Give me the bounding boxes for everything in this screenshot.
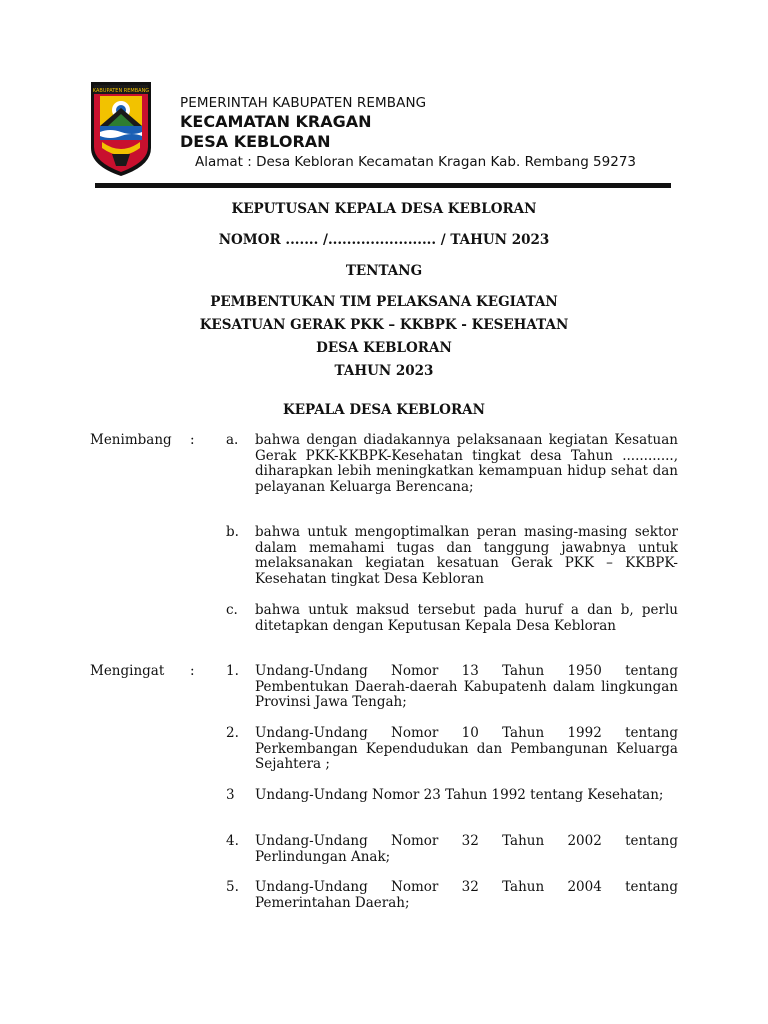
decree-issuer: KEPALA DESA KEBLORAN <box>283 402 485 418</box>
mengingat-item-3: Undang-Undang Nomor 23 Tahun 1992 tentang Kesehatan; <box>255 787 664 803</box>
mengingat-marker-1: 1. <box>226 663 239 679</box>
letterhead-divider <box>95 183 671 188</box>
letterhead-address: Alamat : Desa Kebloran Kecamatan Kragan Kab. Rembang 59273 <box>195 154 636 170</box>
mengingat-item-2: Undang-Undang Nomor 10 Tahun 1992 tentang Perkembangan Kependudukan dan Pembangunan Keluarga Sejahtera ; <box>255 725 678 773</box>
menimbang-marker-a: a. <box>226 432 239 448</box>
mengingat-marker-2: 2. <box>226 725 239 741</box>
mengingat-marker-4: 4. <box>226 833 239 849</box>
menimbang-item-a: bahwa dengan diadakannya pelaksanaan kegiatan Kesatuan Gerak PKK-KKBPK-Kesehatan tingkat desa Tahun ............, diharapkan lebih meningkatkan kemampuan hidup sehat dan pelayanan Keluarga Berencana; <box>255 432 678 495</box>
mengingat-marker-3: 3 <box>226 787 235 803</box>
decree-subject-line4: TAHUN 2023 <box>334 363 434 379</box>
menimbang-item-c: bahwa untuk maksud tersebut pada huruf a dan b, perlu ditetapkan dengan Keputusan Kepala Desa Kebloran <box>255 602 678 634</box>
mengingat-colon: : <box>190 663 195 679</box>
decree-subject-line1: PEMBENTUKAN TIM PELAKSANA KEGIATAN <box>210 294 558 310</box>
kabupaten-rembang-emblem <box>88 80 154 178</box>
decree-title: KEPUTUSAN KEPALA DESA KEBLORAN <box>231 201 537 217</box>
decree-number: NOMOR ....... /....................... / TAHUN 2023 <box>218 232 550 248</box>
menimbang-marker-b: b. <box>226 524 239 540</box>
letterhead-village: DESA KEBLORAN <box>180 132 331 151</box>
menimbang-label: Menimbang <box>90 432 172 448</box>
menimbang-colon: : <box>190 432 195 448</box>
mengingat-marker-5: 5. <box>226 879 239 895</box>
svg-text:KABUPATEN REMBANG: KABUPATEN REMBANG <box>92 88 150 94</box>
mengingat-item-1: Undang-Undang Nomor 13 Tahun 1950 tentang Pembentukan Daerah-daerah Kabupatenh dalam lingkungan Provinsi Jawa Tengah; <box>255 663 678 711</box>
menimbang-marker-c: c. <box>226 602 238 618</box>
letterhead <box>180 95 636 172</box>
mengingat-item-4: Undang-Undang Nomor 32 Tahun 2002 tentang Perlindungan Anak; <box>255 833 678 865</box>
decree-subject-line3: DESA KEBLORAN <box>316 340 452 356</box>
decree-subject-line2: KESATUAN GERAK PKK – KKBPK - KESEHATAN <box>199 317 569 333</box>
decree-tentang: TENTANG <box>345 263 423 279</box>
letterhead-government: PEMERINTAH KABUPATEN REMBANG <box>180 95 427 111</box>
letterhead-district: KECAMATAN KRAGAN <box>180 112 372 131</box>
mengingat-item-5: Undang-Undang Nomor 32 Tahun 2004 tentang Pemerintahan Daerah; <box>255 879 678 911</box>
mengingat-label: Mengingat <box>90 663 165 679</box>
menimbang-item-b: bahwa untuk mengoptimalkan peran masing-masing sektor dalam memahami tugas dan tanggung jawabnya untuk melaksanakan kegiatan kesatuan Gerak PKK – KKBPK- Kesehatan tingkat Desa Kebloran <box>255 524 678 587</box>
